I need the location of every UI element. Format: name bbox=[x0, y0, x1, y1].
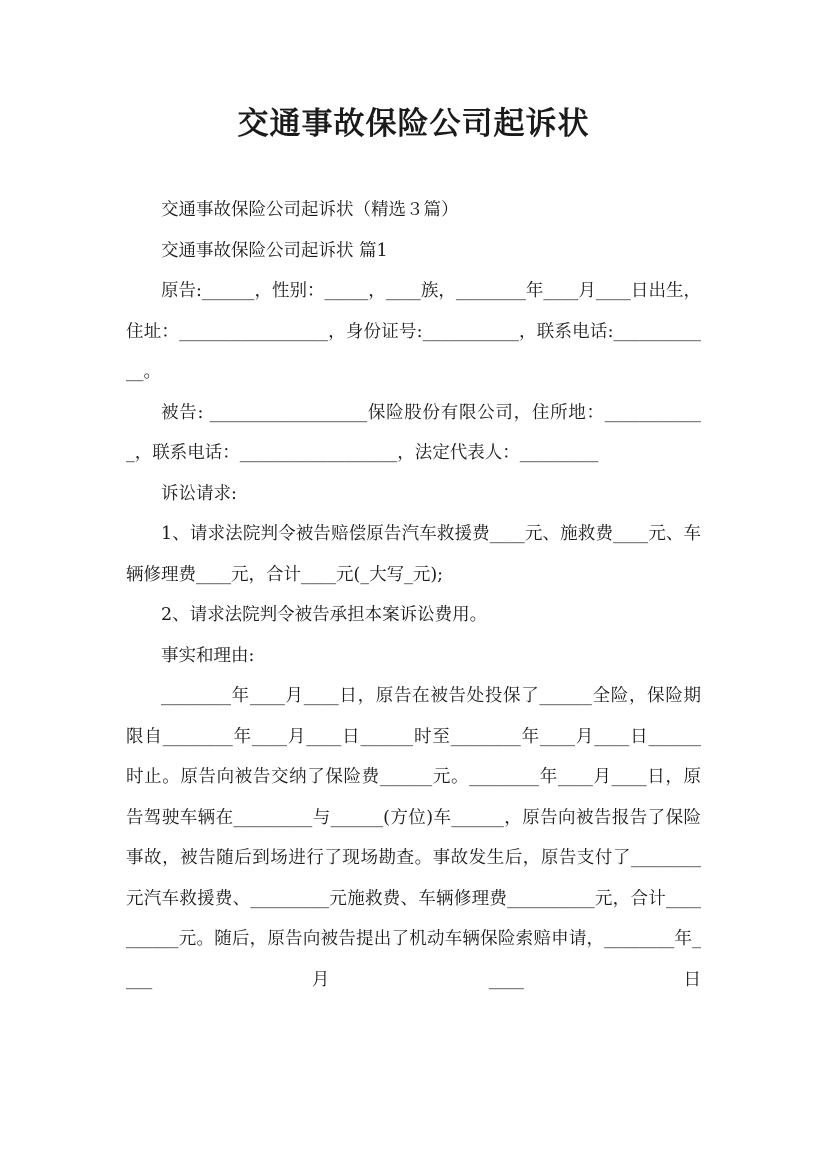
paragraph-claim-2: 2、请求法院判令被告承担本案诉讼费用。 bbox=[161, 605, 488, 625]
paragraph-section-heading: 交通事故保险公司起诉状 篇1 bbox=[161, 240, 388, 261]
document-title: 交通事故保险公司起诉状 bbox=[237, 106, 590, 142]
paragraph-subtitle: 交通事故保险公司起诉状（精选３篇） bbox=[161, 200, 459, 220]
paragraph-claims-heading: 诉讼请求: bbox=[161, 483, 237, 504]
paragraph-claim-1: 1、请求法院判令被告赔偿原告汽车救援费____元、施救费____元、车辆修理费____元，合计____元(_大写_元); bbox=[126, 524, 701, 585]
paragraph-facts: ________年____月____日，原告在被告处投保了______全险，保险期限自________年____月____日______时至________年____月____日______时止。原告向被告交纳了保险费______元。________年____月____日，原告驾驶车辆在_________与______(方位)车______，原告向被告报告了保险事故，被告随后到场进行了现场勘查。事故发生后，原告支付了________元汽车救援费、_________元施救费、车辆修理费__________元，合计__________元。随后，原告向被告提出了机动车辆保险索赔申请，________年____月____日 bbox=[126, 686, 701, 990]
paragraph-defendant: 被告: __________________保险股份有限公司，住所地：____________，联系电话：__________________，法定代表人：_________ bbox=[126, 402, 701, 463]
document-body bbox=[126, 190, 701, 1000]
paragraph-facts-heading: 事实和理由: bbox=[161, 645, 255, 666]
paragraph-plaintiff: 原告:______，性别：_____，____族，________年____月____日出生，住址：_________________，身份证号:___________，联系电话:____________。 bbox=[126, 281, 701, 382]
